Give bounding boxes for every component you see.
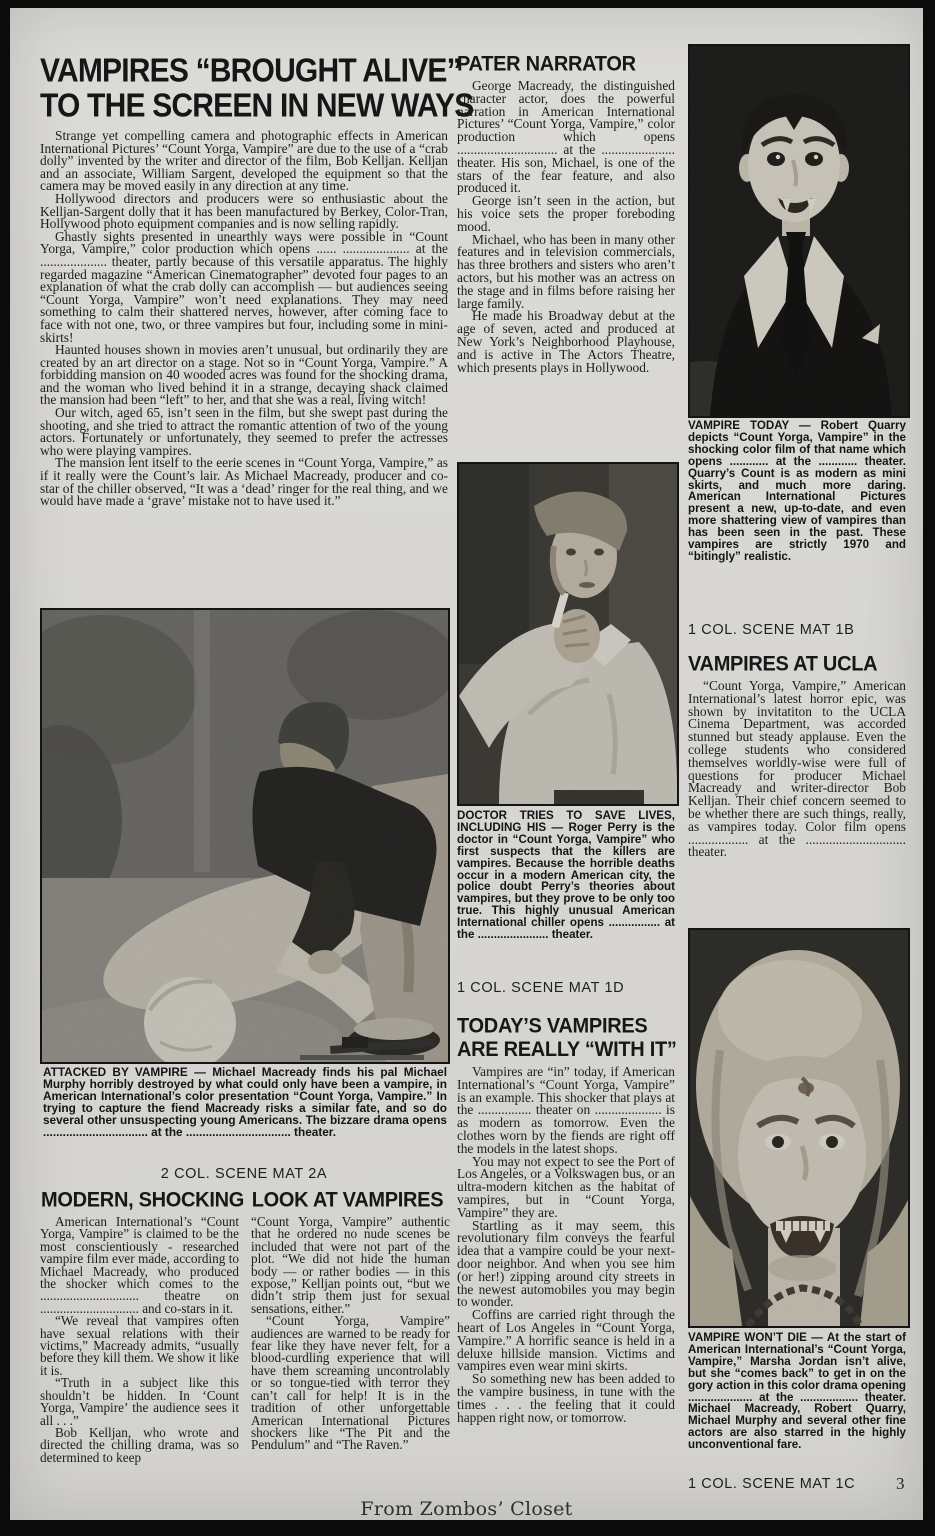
vampires-at-ucla-body — [688, 680, 906, 920]
paragraph: Vampires are “in” today, if American International’s “Count Yorga, Vampire” is an example. This shocker that plays at the ................ theater on .................... is as modern as tomorrow. Even the clothes worn by the fiends are right off the models in the latest shops. — [457, 1066, 675, 1156]
female-vampire-illustration — [690, 930, 908, 1326]
attack-scene-illustration — [42, 610, 448, 1062]
main-headline — [40, 52, 474, 125]
vampire-wont-die-mat-line: 1 COL. SCENE MAT 1C — [688, 1476, 856, 1492]
todays-vampires-body — [457, 1066, 675, 1490]
paragraph: Ghastly sights presented in unearthly ways were possible in “Count Yorga, Vampire,” color production which opens ...... .................... at the .................... theater, partly because of this versatile apparatus. The highly regarded magazine “American Cinematographer” devoted four pages to an explanation of what the crab dolly can accomplish — but audiences seeing “Count Yorga, Vampire” won’t need explanations. They may need something to calm their shattered nerves, however, after coming face to face with not one, two, or three vampires but four, including some in mini-skirts! — [40, 228, 448, 345]
vampire-portrait-photo — [688, 44, 910, 418]
modern-shocking-header — [40, 1188, 450, 1212]
paragraph: George isn’t seen in the action, but his voice sets the proper foreboding mood. — [457, 193, 675, 234]
todays-vampires-header — [457, 1014, 677, 1062]
modern-shocking-col2 — [251, 1216, 450, 1488]
paragraph: “Truth in a subject like this shouldn’t be hidden. In ‘Count Yorga, Vampire’ the audience sees it all . . .” — [40, 1375, 239, 1428]
attack-photo-caption: ATTACKED BY VAMPIRE — Michael Macready finds his pal Michael Murphy horribly destroyed by what could only have been a vampire, in American International’s color presentation “Count Yorga, Vampire.” In trying to capture the fiend Macready risks a similar fate, and so do several other unsuspecting young Americans. The bizzare drama opens ................................ at the ................................ theater. — [43, 1066, 447, 1140]
paragraph: Michael, who has been in many other features and in television commercials, has three brothers and sisters who aren’t actors, but his mother was an actress on the stage and in films before raising her large family. — [457, 231, 675, 311]
paragraph: He made his Broadway debut at the age of seven, acted and produced at New York’s Neighborhood Playhouse, and is active in The Actors Theatre, which presents plays in Hollywood. — [457, 308, 675, 375]
footer-credit: From Zombos’ Closet — [360, 1498, 573, 1520]
pater-narrator-header: PATER NARRATOR — [457, 52, 636, 76]
female-vampire-photo — [688, 928, 910, 1328]
paragraph: “Count Yorga, Vampire” authentic that he ordered no nude scenes be included that were not part of the plot. “We did not hide the human body — or rather bodies — in this expose,” Kelljan points out, “but we didn’t strip them just for sexual sensations, either.” — [251, 1216, 450, 1316]
paragraph: You may not expect to see the Port of Los Angeles, or a Volkswagen bus, or an ultra-modern kitchen as the habitat of vampires, but in “Count Yorga, Vampire” they are. — [457, 1153, 675, 1220]
paragraph: Startling as it may seem, this revolutionary film conveys the fearful idea that a vampire could be your next-door neighbor. And when you see him (or her!) zipping around city streets in the newest automobiles you may begin to wonder. — [457, 1217, 675, 1310]
main-headline-line2: TO THE SCREEN IN NEW WAYS — [40, 88, 474, 125]
modern-shocking-header-left: MODERN, SHOCKING — [41, 1188, 244, 1212]
doctor-photo-mat-line: 1 COL. SCENE MAT 1D — [457, 980, 625, 996]
main-headline-line1: VAMPIRES “BROUGHT ALIVE” — [40, 52, 461, 90]
paper-scan — [10, 8, 923, 1520]
vampire-wont-die-caption: VAMPIRE WON’T DIE — At the start of American International’s “Count Yorga, Vampire,” Marsha Jordan isn’t alive, but she “comes back” to get in on the gory action in this color drama opening .................... at the .................. theater. Michael Macready, Robert Quarry, Michael Murphy and several other fine actors are also starred in the highly unconventional fare. — [688, 1332, 906, 1452]
paragraph: Bob Kelljan, who wrote and directed the chilling drama, was so determined to keep — [40, 1424, 239, 1465]
paragraph: “Count Yorga, Vampire,” American International’s latest horror epic, was shown by invitatiton to the UCLA Cinema Department, was accorded stunned but steady applause. Even the college students who considered themselves worldly-wise were full of questions for producer Michael Macready and writer-director Bob Kelljan. Their chief concern seemed to be whether there are such things, really, as vampires today. Color film opens .................. at the .............................. theater. — [688, 680, 906, 860]
modern-shocking-col1 — [40, 1216, 239, 1488]
todays-vampires-header-line1: TODAY’S VAMPIRES — [457, 1014, 648, 1038]
paragraph: The mansion lent itself to the eerie scenes in “Count Yorga, Vampire,” as if it really were the Count’s lair. As Michael Macready, producer and co-star of the chiller observed, “It was a ‘dead’ ringer for the real thing, and we would have made a ‘grave’ mistake not to have used it.” — [40, 455, 448, 509]
paragraph: Our witch, aged 65, isn’t seen in the film, but she swept past during the shooting, and she tried to attract the romantic attention of two of the young actors. Fortunately or unfortunately, they seemed to prefer the actresses who were playing vampires. — [40, 405, 448, 458]
todays-vampires-header-line2: ARE REALLY “WITH IT” — [457, 1037, 677, 1062]
paragraph: Strange yet compelling camera and photographic effects in American International Pictures’ “Count Yorga, Vampire” are due to the use of a “crab dolly” invented by the writer and director of the film, Bob Kelljan. Kelljan and an associate, William Sargent, developed the equipment so that the camera may be moved easily in any direction at any time. — [40, 130, 448, 194]
paragraph: “We reveal that vampires often have sexual relations with their victims,” Macready admits, “usually before they kill them. We show it like it is. — [40, 1313, 239, 1378]
vampire-today-mat-line: 1 COL. SCENE MAT 1B — [688, 622, 855, 638]
page-number: 3 — [896, 1474, 905, 1493]
lead-article-body — [40, 130, 448, 602]
paragraph: Coffins are carried right through the heart of Los Angeles in “Count Yorga, Vampire.” A horrific seance is held in a deluxe hillside mansion. Victims and vampires even wear mini skirts. — [457, 1307, 675, 1374]
doctor-photo-caption: DOCTOR TRIES TO SAVE LIVES, INCLUDING HIS — Roger Perry is the doctor in “Count Yorga, Vampire” who first suspects that the killers are vampires. Because the horrible deaths occur in a modern American city, the police doubt Perry’s theories about vampires, but they prove to be only too true. This highly unusual American International chiller opens ................ at the ...................... theater. — [457, 810, 675, 942]
paragraph: Haunted houses shown in movies aren’t unusual, but ordinarily they are created by an art director on a stage. Not so in “Count Yorga, Vampire.” A forbidding mansion on 40 wooded acres was found for the shocking drama, and the woman who lived behind it in a strange, decaying shack claimed the mansion had been “left” to her, and that she was a real, living witch! — [40, 342, 448, 408]
paragraph: George Macready, the distinguished character actor, does the powerful narration in American International Pictures’ “Count Yorga, Vampire,” color production which opens .............................. at the ...................... theater. His son, Michael, is one of the stars of the fear feature, and also produced it. — [457, 80, 675, 196]
attack-photo-mat-line: 2 COL. SCENE MAT 2A — [160, 1166, 328, 1182]
paragraph: American International’s “Count Yorga, Vampire” is claimed to be the most conscientiously - researched vampire film ever made, according to Michael Macready, who produced the shocker which comes to the .............................. theatre on .............................. and co-stars in it. — [40, 1216, 239, 1316]
doctor-photo — [457, 462, 679, 806]
modern-shocking-columns — [40, 1216, 450, 1488]
vampire-today-caption: VAMPIRE TODAY — Robert Quarry depicts “Count Yorga, Vampire” in the shocking color film of that name which opens ............ at the ............ theater. Quarry’s Count is as modern as mini skirts, and much more daring. American International Pictures present a new, up-to-date, and even more shattering view of vampires than has been seen in the past. These vampires are strictly 1970 and “bitingly” realistic. — [688, 420, 906, 563]
vampires-at-ucla-header: VAMPIRES AT UCLA — [688, 652, 878, 676]
pater-narrator-body — [457, 80, 675, 454]
paragraph: “Count Yorga, Vampire” audiences are warned to be ready for fear like they have never felt, for a blood-curdling experience that will have them screaming uncontrolably or so tongue-tied with terror they can’t call for help! It is in the tradition of other unforgettable American International Pictures shockers like “The Pit and the Pendulum” and “The Raven.” — [251, 1313, 450, 1453]
paragraph: So something new has been added to the vampire business, in tune with the times . . . the feeling that it could happen right now, or tomorrow. — [457, 1371, 675, 1425]
paragraph: Hollywood directors and producers were so enthusiastic about the Kelljan-Sargent dolly that it has been manufactured by Berkey, Color-Tran, Hollywood photo equipment companies and is now selling rapidly. — [40, 190, 448, 232]
modern-shocking-header-right: LOOK AT VAMPIRES — [251, 1188, 444, 1212]
attack-scene-photo — [40, 608, 450, 1064]
doctor-illustration — [459, 464, 677, 804]
vampire-portrait-illustration — [690, 46, 908, 416]
